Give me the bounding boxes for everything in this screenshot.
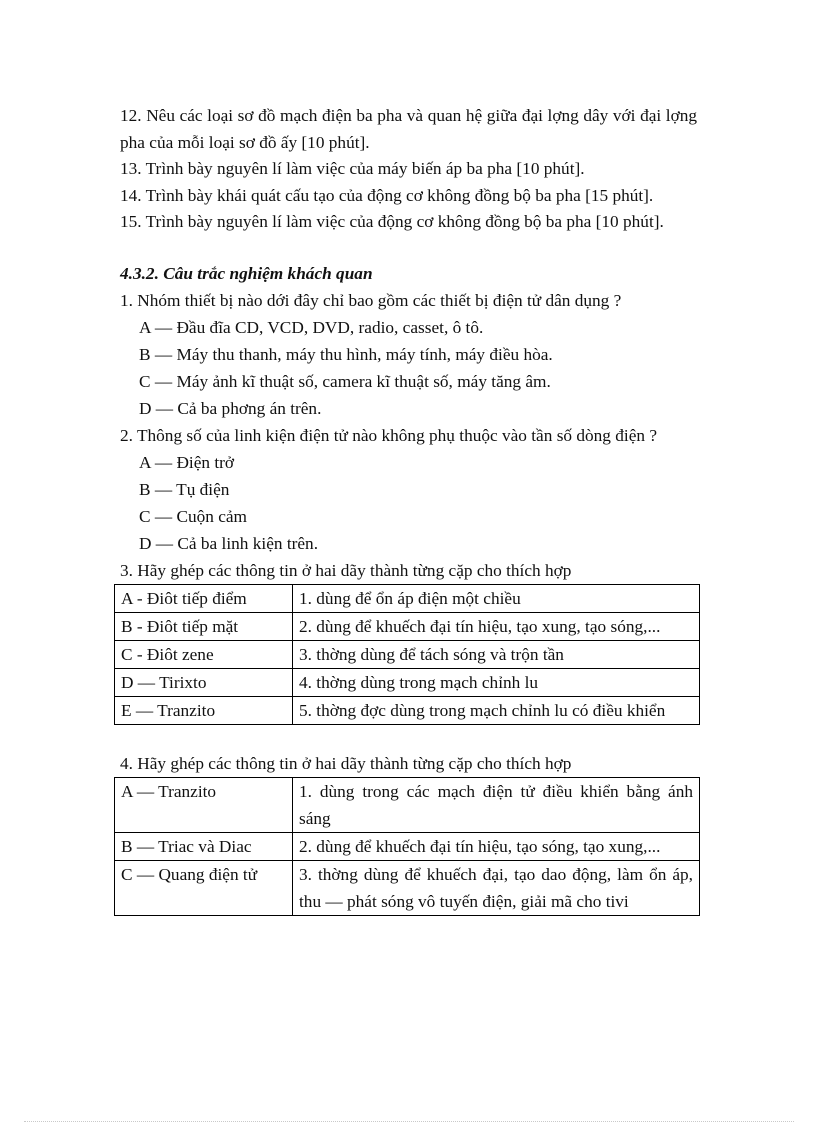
- question-text: 2. Thông số của linh kiện điện tử nào không phụ thuộc vào tần số dòng điện ?: [120, 425, 658, 445]
- left-cell: E — Tranzito: [115, 696, 293, 724]
- option-d: D — Cả ba linh kiện trên.: [139, 533, 319, 553]
- page-bottom-divider: [24, 1121, 794, 1122]
- left-cell: B - Điôt tiếp mặt: [115, 612, 293, 640]
- option-d: D — Cả ba phơng án trên.: [139, 398, 322, 418]
- right-cell: 3. thờng dùng để khuếch đại, tạo dao động, làm ổn áp, thu — phát sóng vô tuyến điện, giải mã cho tivi: [293, 860, 700, 915]
- essay-question-13: 13. Trình bày nguyên lí làm việc của máy biến áp ba pha [10 phút].: [120, 159, 585, 178]
- table-row: [115, 584, 700, 612]
- match-prompt: 4. Hãy ghép các thông tin ở hai dãy thành từng cặp cho thích hợp: [120, 753, 572, 773]
- question-text: 1. Nhóm thiết bị nào dới đây chỉ bao gồm các thiết bị điện tử dân dụng ?: [120, 290, 622, 310]
- right-cell: 5. thờng đợc dùng trong mạch chỉnh lu có điều khiển: [293, 696, 700, 724]
- option-a: A — Đầu đĩa CD, VCD, DVD, radio, casset, ô tô.: [139, 317, 484, 337]
- left-cell: D — Tirixto: [115, 668, 293, 696]
- essay-question-12: 12. Nêu các loại sơ đồ mạch điện ba pha và quan hệ giữa đại lợng dây với đại lợng pha của mỗi loại sơ đồ ấy [10 phút].: [120, 106, 697, 152]
- right-cell: 1. dùng để ổn áp điện một chiều: [293, 584, 700, 612]
- right-cell: 3. thờng dùng để tách sóng và trộn tần: [293, 640, 700, 668]
- essay-questions: [120, 103, 697, 236]
- table-row: [115, 696, 700, 724]
- mcq-question-1: [120, 287, 697, 422]
- left-cell: C - Điôt zene: [115, 640, 293, 668]
- essay-question-15: 15. Trình bày nguyên lí làm việc của động cơ không đồng bộ ba pha [10 phút].: [120, 212, 664, 231]
- match-question-3: [120, 557, 697, 725]
- spacer: [120, 725, 697, 750]
- match-question-4: [120, 750, 697, 916]
- right-cell: 4. thờng dùng trong mạch chỉnh lu: [293, 668, 700, 696]
- option-c: C — Máy ảnh kĩ thuật số, camera kĩ thuật số, máy tăng âm.: [139, 371, 551, 391]
- table-row: [115, 860, 700, 915]
- right-cell: 1. dùng trong các mạch điện tử điều khiển bằng ánh sáng: [293, 777, 700, 832]
- document-page: [120, 103, 697, 916]
- right-cell: 2. dùng để khuếch đại tín hiệu, tạo xung, tạo sóng,...: [293, 612, 700, 640]
- option-b: B — Máy thu thanh, máy thu hình, máy tính, máy điều hòa.: [139, 344, 553, 364]
- option-b: B — Tụ điện: [139, 479, 230, 499]
- option-c: C — Cuộn cảm: [139, 506, 247, 526]
- left-cell: A — Tranzito: [115, 777, 293, 832]
- essay-question-14: 14. Trình bày khái quát cấu tạo của động cơ không đồng bộ ba pha [15 phút].: [120, 185, 654, 205]
- table-row: [115, 668, 700, 696]
- option-a: A — Điện trở: [139, 452, 235, 472]
- match-table-3: [114, 584, 700, 725]
- left-cell: B — Triac và Diac: [115, 832, 293, 860]
- left-cell: C — Quang điện tử: [115, 860, 293, 915]
- left-cell: A - Điôt tiếp điểm: [115, 584, 293, 612]
- table-row: [115, 640, 700, 668]
- section-heading: 4.3.2. Câu trắc nghiệm khách quan: [120, 263, 373, 283]
- table-row: [115, 612, 700, 640]
- table-row: [115, 832, 700, 860]
- match-prompt: 3. Hãy ghép các thông tin ở hai dãy thành từng cặp cho thích hợp: [120, 560, 572, 580]
- mcq-question-2: [120, 422, 697, 557]
- match-table-4: [114, 777, 700, 916]
- right-cell: 2. dùng để khuếch đại tín hiệu, tạo sóng, tạo xung,...: [293, 832, 700, 860]
- table-row: [115, 777, 700, 832]
